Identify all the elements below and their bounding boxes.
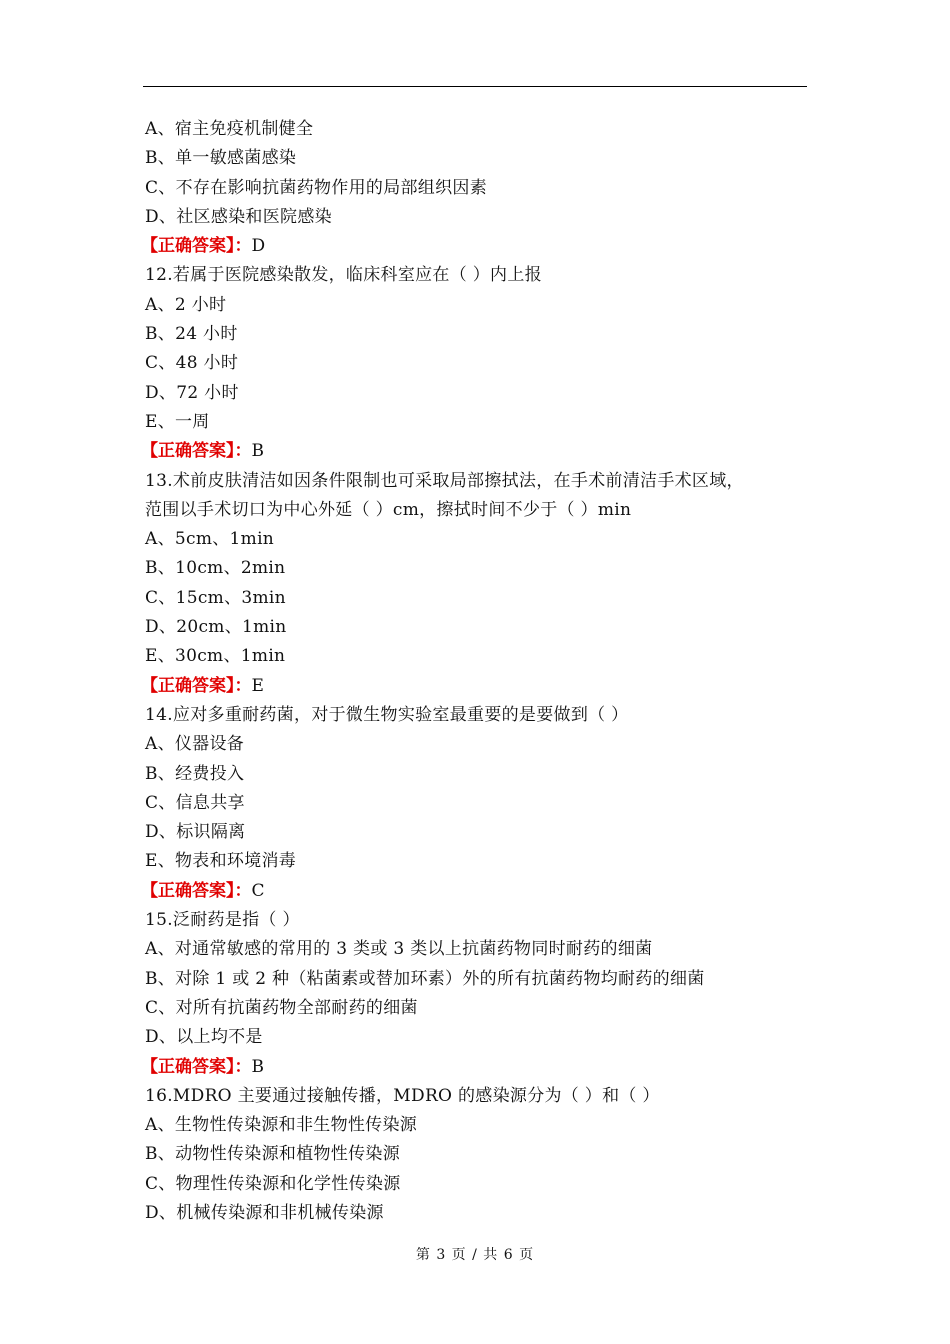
correct-answer-label: 【正确答案】： [141,236,252,257]
question-text-continued: 范围以手术切口为中心外延（ ）cm，擦拭时间不少于（ ）min [145,499,632,520]
correct-answer [141,232,805,261]
answer-option: B、经费投入 [145,763,245,784]
answer-option: E、物表和环境消毒 [145,851,297,872]
correct-answer [141,672,805,701]
correct-answer-value: D [251,236,266,257]
correct-answer-label: 【正确答案】： [141,1056,252,1077]
answer-option: C、物理性传染源和化学性传染源 [145,1173,401,1194]
correct-answer [141,877,805,906]
correct-answer [141,1053,805,1082]
answer-option: A、对通常敏感的常用的 3 类或 3 类以上抗菌药物同时耐药的细菌 [145,939,653,960]
question-text: 14.应对多重耐药菌，对于微生物实验室最重要的是要做到（ ） [145,704,629,725]
question-text: 12.若属于医院感染散发，临床科室应在（ ）内上报 [145,265,542,286]
answer-option: E、一周 [145,411,210,432]
question-text: 16.MDRO 主要通过接触传播，MDRO 的感染源分为（ ）和（ ） [145,1085,660,1106]
answer-option: C、15cm、3min [145,587,286,608]
correct-answer-value: C [251,880,265,901]
correct-answer-value: E [251,675,264,696]
question-text: 13.术前皮肤清洁如因条件限制也可采取局部擦拭法，在手术前清洁手术区域， [145,470,744,491]
answer-option: D、社区感染和医院感染 [145,206,332,227]
answer-option: E、30cm、1min [145,646,286,667]
header-rule [143,86,807,87]
answer-option: A、2 小时 [145,294,227,315]
page-footer: 第 3 页 / 共 6 页 [415,1247,535,1263]
answer-option: D、标识隔离 [145,822,246,843]
answer-option: A、生物性传染源和非生物性传染源 [145,1115,418,1136]
correct-answer-label: 【正确答案】： [141,675,252,696]
answer-option: A、5cm、1min [145,529,275,550]
answer-option: A、仪器设备 [145,734,245,755]
answer-option: B、单一敏感菌感染 [145,148,297,169]
answer-option: D、机械传染源和非机械传染源 [145,1202,384,1223]
answer-option: B、对除 1 或 2 种（粘菌素或替加环素）外的所有抗菌药物均耐药的细菌 [145,968,705,989]
answer-option: C、48 小时 [145,353,239,374]
correct-answer [141,437,805,466]
document-body [141,115,805,1228]
answer-option: B、10cm、2min [145,558,286,579]
answer-option: A、宿主免疫机制健全 [145,119,314,139]
answer-option: B、动物性传染源和植物性传染源 [145,1144,400,1165]
answer-option: C、信息共享 [145,792,245,813]
correct-answer-label: 【正确答案】： [141,441,252,462]
answer-option: D、20cm、1min [145,617,287,638]
answer-option: C、不存在影响抗菌药物作用的局部组织因素 [145,177,488,198]
answer-option: D、以上均不是 [145,1027,263,1048]
correct-answer-label: 【正确答案】： [141,880,252,901]
question-text: 15.泛耐药是指（ ） [145,910,300,931]
correct-answer-value: B [251,1056,264,1077]
answer-option: D、72 小时 [145,382,239,403]
correct-answer-value: B [251,441,264,462]
answer-option: B、24 小时 [145,324,238,345]
answer-option: C、对所有抗菌药物全部耐药的细菌 [145,997,418,1018]
